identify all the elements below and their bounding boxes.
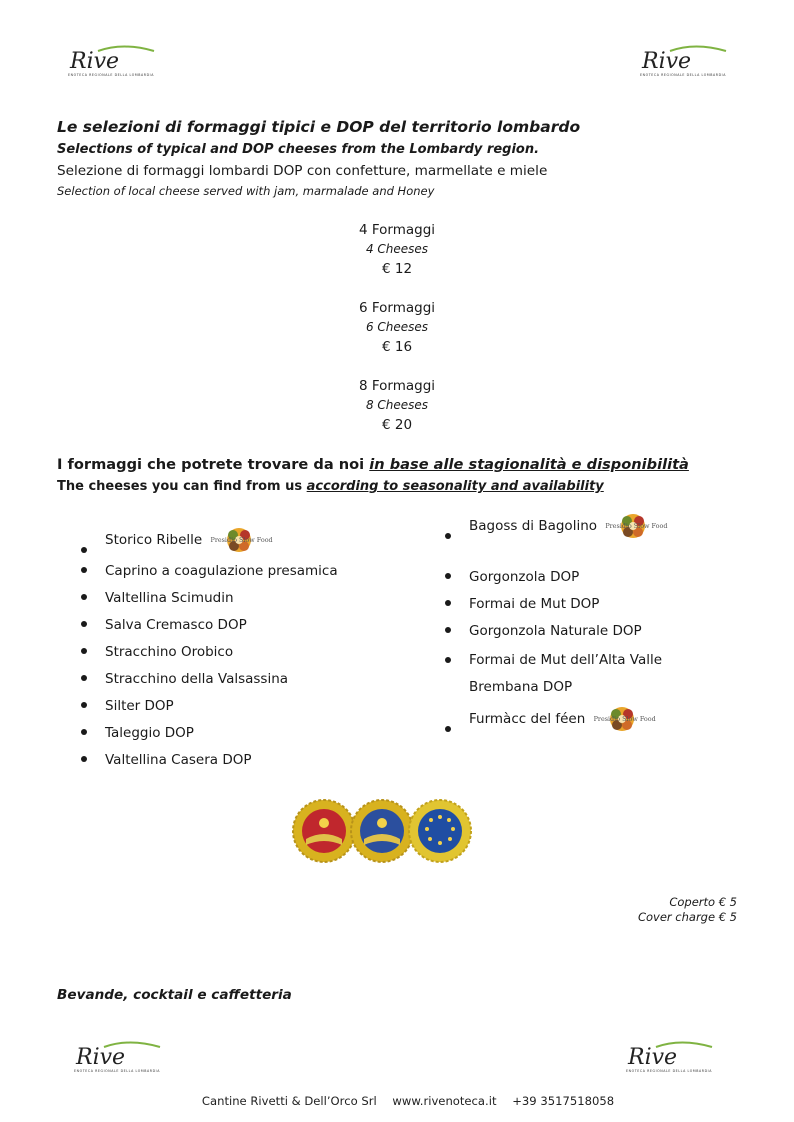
slow-food-label: Presidio Slow Food (210, 536, 273, 544)
cheese-name: Formai de Mut dell’Alta Valle (469, 652, 663, 668)
bullet (445, 533, 451, 539)
option-price: € 20 (381, 417, 413, 433)
cheese-name-continued: Brembana DOP (469, 679, 573, 695)
option-name-en: 4 Cheeses (365, 242, 429, 256)
list-item (445, 703, 667, 743)
list-item (445, 500, 667, 540)
list-item (81, 722, 338, 749)
rive-logo-top-right (640, 44, 730, 80)
drinks-section-title: Bevande, cocktail e caffetteria (57, 987, 292, 1003)
cheese-name: Storico Ribelle (105, 532, 203, 548)
logo-tagline: ENOTECA REGIONALE DELLA LOMBARDIA (626, 1069, 712, 1073)
svg-text:Rive: Rive (76, 1045, 126, 1070)
cheese-name: Valtellina Scimudin (105, 590, 234, 606)
option-8-cheeses (297, 377, 497, 435)
igp-seal (351, 800, 413, 862)
bullet (81, 675, 87, 681)
footer-website-link[interactable]: www.rivenoteca.it (392, 1094, 497, 1108)
dop-seal (293, 800, 355, 862)
footer-company: Cantine Rivetti & Dell’Orco Srl (201, 1094, 377, 1108)
cheese-section-title: Le selezioni di formaggi tipici e DOP del territorio lombardo (57, 118, 581, 136)
cheese-name: Furmàcc del féen (469, 711, 586, 727)
bullet (81, 648, 87, 654)
rive-logo-bottom-left (74, 1040, 164, 1076)
bullet (81, 756, 87, 762)
cheese-section-subtitle: Selections of typical and DOP cheeses from the Lombardy region. (57, 142, 540, 157)
svg-text:Rive: Rive (628, 1045, 678, 1070)
option-4-cheeses (297, 221, 497, 279)
availability-subtitle-text: The cheeses you can find from us (57, 479, 307, 494)
bullet (445, 657, 451, 663)
cheese-name: Valtellina Casera DOP (105, 752, 252, 768)
list-item (81, 749, 338, 776)
availability-subtitle-emphasis: according to seasonality and availability (306, 479, 604, 494)
list-item (81, 695, 338, 722)
cheese-name: Gorgonzola DOP (469, 569, 580, 585)
list-item (445, 620, 667, 647)
rive-logo-bottom-right (626, 1040, 716, 1076)
list-item (81, 514, 338, 554)
slow-food-label: Presidio Slow Food (605, 522, 668, 530)
option-name: 4 Formaggi (358, 222, 436, 238)
cheese-name: Silter DOP (105, 698, 174, 714)
slow-food-badge (594, 705, 656, 745)
rive-logo-top-left (68, 44, 158, 80)
list-item (445, 566, 667, 593)
logo-tagline: ENOTECA REGIONALE DELLA LOMBARDIA (640, 73, 726, 77)
bullet (81, 702, 87, 708)
bullet (81, 621, 87, 627)
logo-tagline: ENOTECA REGIONALE DELLA LOMBARDIA (68, 73, 154, 77)
list-item (445, 593, 667, 620)
cheese-section-description: Selezione di formaggi lombardi DOP con confetture, marmellate e miele (57, 163, 548, 179)
cheese-list-right (445, 500, 667, 743)
availability-title (57, 456, 689, 473)
bullet (81, 729, 87, 735)
bullet (445, 573, 451, 579)
cheese-list-left (81, 514, 338, 776)
option-name-en: 6 Cheeses (365, 320, 429, 334)
svg-text:Rive: Rive (70, 49, 120, 74)
option-name: 6 Formaggi (358, 300, 436, 316)
cheese-name: Bagoss di Bagolino (469, 518, 598, 534)
option-price: € 16 (381, 339, 413, 355)
cheese-name: Gorgonzola Naturale DOP (469, 623, 642, 639)
bullet (81, 547, 87, 553)
option-name: 8 Formaggi (358, 378, 436, 394)
bullet (445, 600, 451, 606)
option-name-en: 8 Cheeses (365, 398, 429, 412)
slow-food-badge (605, 512, 667, 552)
svg-text:Rive: Rive (642, 49, 692, 74)
footer-contacts (0, 1094, 794, 1108)
list-item (81, 560, 338, 587)
cheese-name: Formai de Mut DOP (469, 596, 600, 612)
quality-seals (292, 799, 472, 863)
availability-subtitle (57, 479, 604, 494)
cheese-section-description-en: Selection of local cheese served with jam, marmalade and Honey (57, 184, 435, 198)
cover-charge-en: Cover charge € 5 (637, 910, 737, 924)
availability-title-emphasis: in base alle stagionalità e disponibilità (369, 456, 689, 473)
list-item (81, 614, 338, 641)
bullet (81, 567, 87, 573)
list-item (81, 668, 338, 695)
list-item (81, 641, 338, 668)
footer-phone[interactable]: +39 3517518058 (512, 1094, 615, 1108)
availability-title-text: I formaggi che potrete trovare da noi (57, 456, 370, 473)
option-price: € 12 (381, 261, 413, 277)
cheese-name: Salva Cremasco DOP (105, 617, 247, 633)
stg-seal (409, 800, 471, 862)
bullet (81, 594, 87, 600)
cheese-name: Taleggio DOP (105, 725, 194, 741)
cheese-name: Caprino a coagulazione presamica (105, 563, 338, 579)
option-6-cheeses (297, 299, 497, 357)
cheese-name: Stracchino della Valsassina (105, 671, 289, 687)
cheese-name: Stracchino Orobico (105, 644, 234, 660)
bullet (445, 627, 451, 633)
list-item (81, 587, 338, 614)
cover-charge: Coperto € 5 (669, 895, 737, 909)
slow-food-label: Presidio Slow Food (593, 715, 656, 723)
bullet (445, 726, 451, 732)
logo-tagline: ENOTECA REGIONALE DELLA LOMBARDIA (74, 1069, 160, 1073)
